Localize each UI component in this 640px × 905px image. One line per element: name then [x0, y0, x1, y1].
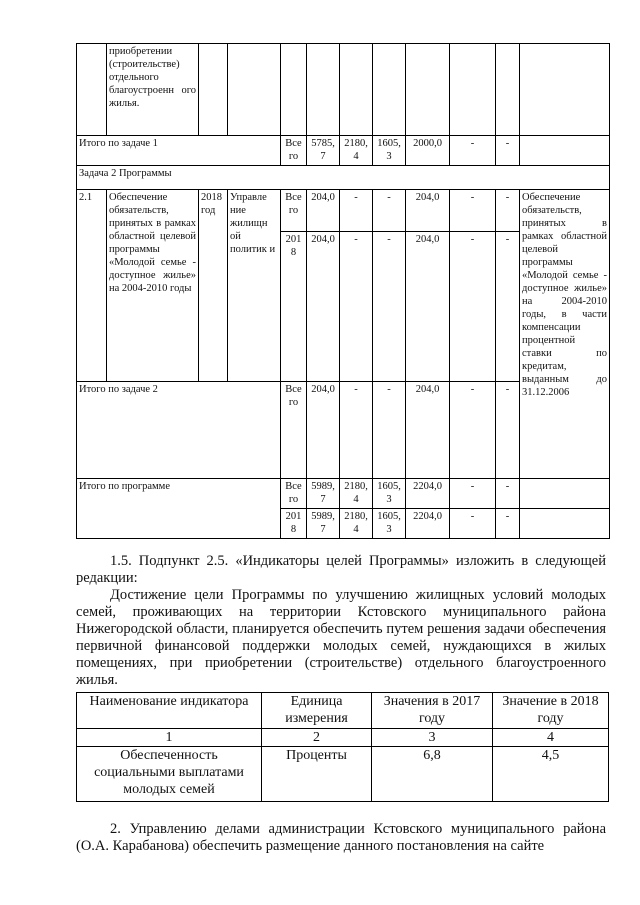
task2-title-row: [77, 166, 610, 190]
paragraph-goal: Достижение цели Программы по улучшению жилищных условий молодых семей, проживающих на территории Кстовского муниципального района Нижегородской области, планируется обеспечить путем решения задачи обеспечения первичной финансовой поддержки молодых семей, нуждающихся в жилых помещениях, при приобретении (строительстве) отдельного благоустроенного жилья.: [76, 587, 606, 688]
cont-num-cell: [77, 44, 107, 136]
indicators-number-row: 1 2 3 4: [77, 729, 609, 747]
row-2-1-executor: Управле ние жилищн ой политик и: [228, 190, 281, 382]
indicator-unit: Проценты: [262, 747, 372, 802]
row-2-1-all: 2.1 Обеспечение обязательств, принятых в рамках областной целевой программы «Молодой семье - доступное жилье» на 2004-2010 годы 2018 год Управле ние жилищн ой политик и Все го 204,0 - - 204,0 - - Обеспечение обязательств, принятых в рамках областной целевой программы «Молодой семье - доступное жилье» на 2004-2010 годы, в части компенсации процентной ставки по кредитам, выданным до 31.12.2006: [77, 190, 610, 232]
indicators-table: [76, 692, 609, 802]
indicator-value-2018: 4,5: [493, 747, 609, 802]
indicators-header-row: [77, 693, 609, 729]
continuation-row: [77, 44, 610, 136]
row-2-1-name: Обеспечение обязательств, принятых в рамках областной целевой программы «Молодой семье - доступное жилье» на 2004-2010 годы: [107, 190, 199, 382]
indicators-data-row: [77, 747, 609, 802]
row-2-1-result: Обеспечение обязательств, принятых в рамках областной целевой программы «Молодой семье - доступное жилье» на 2004-2010 годы, в части компенсации процентной ставки по кредитам, выданным до 31.12.2006: [520, 190, 610, 479]
header-unit: Единица измерения: [262, 693, 372, 729]
indicator-name: Обеспеченность социальными выплатами молодых семей: [77, 747, 262, 802]
cont-name-cell: приобретении (строительстве) отдельного благоустроенн ого жилья.: [107, 44, 199, 136]
total-program-all: Итого по программе Все го 5989, 7 2180, 4 1605, 3 2204,0 - -: [77, 479, 610, 509]
header-indicator-name: Наименование индикатора: [77, 693, 262, 729]
total-task1-label: Итого по задаче 1: [77, 136, 281, 166]
row-2-1-num: 2.1: [77, 190, 107, 382]
paragraph-2: 2. Управлению делами администрации Кстовского муниципального района (О.А. Карабанова) обеспечить размещение данного постановления на сайте: [76, 821, 606, 854]
paragraph-1-5: 1.5. Подпункт 2.5. «Индикаторы целей Программы» изложить в следующей редакции:: [76, 553, 606, 586]
header-value-2017: Значения в 2017 году: [372, 693, 493, 729]
indicator-value-2017: 6,8: [372, 747, 493, 802]
total-task1-row: Итого по задаче 1 Все го 5785, 7 2180, 4 1605, 3 2000,0 - -: [77, 136, 610, 166]
program-activities-table: [76, 43, 610, 539]
row-2-1-term: 2018 год: [199, 190, 228, 382]
task2-title: Задача 2 Программы: [77, 166, 610, 190]
header-value-2018: Значение в 2018 году: [493, 693, 609, 729]
total-program-label: Итого по программе: [77, 479, 281, 539]
total-task2-label: Итого по задаче 2: [77, 382, 281, 479]
total-program-2018: 201 8 5989, 7 2180, 4 1605, 3 2204,0 - -: [77, 509, 610, 539]
row-2-1-2018: 201 8 204,0 - - 204,0 - -: [77, 232, 610, 382]
total-task2-row: Итого по задаче 2 Все го 204,0 - - 204,0 - -: [77, 382, 610, 479]
